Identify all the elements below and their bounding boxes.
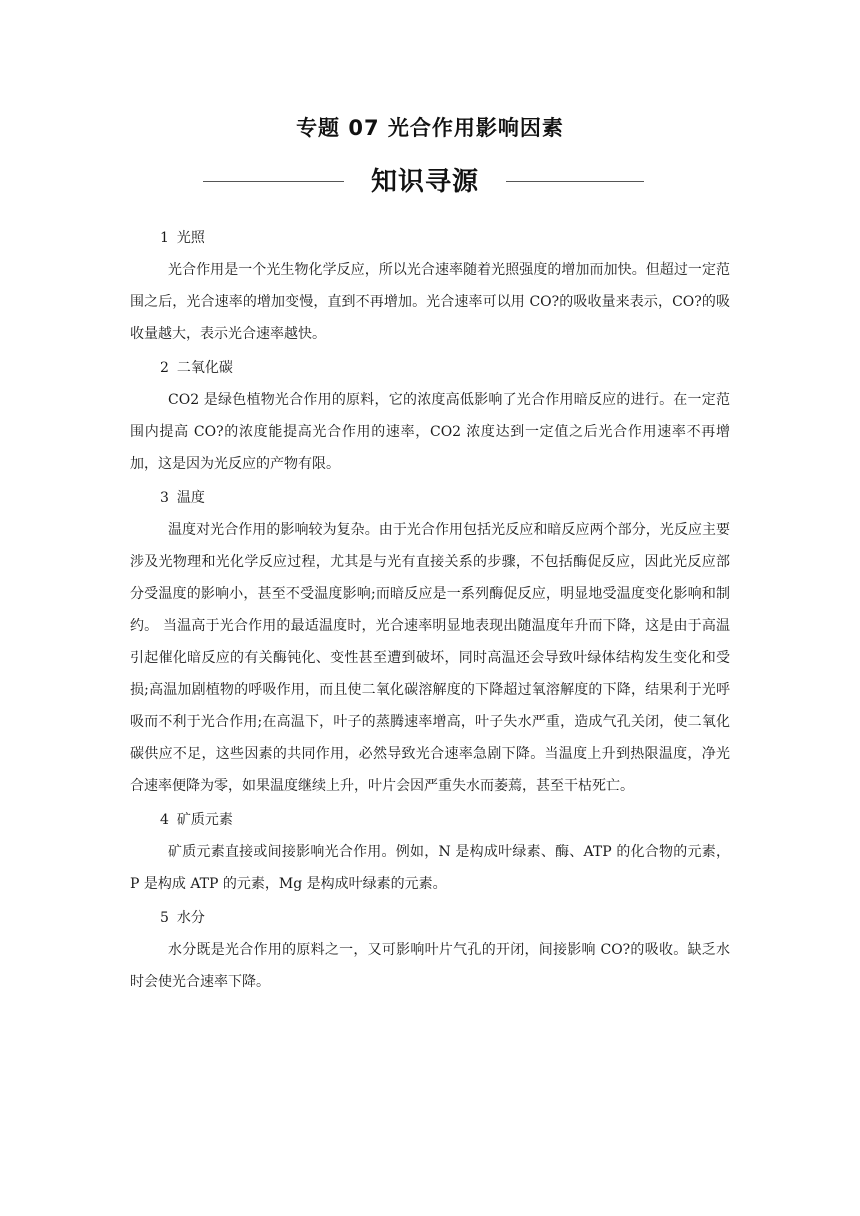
section-paragraph: 温度对光合作用的影响较为复杂。由于光合作用包括光反应和暗反应两个部分，光反应主要涉及光物理和光化学反应过程，尤其是与光有直接关系的步骤，不包括酶促反应，因此光反应部分受温度的影响小，甚至不受温度影响;而暗反应是一系列酶促反应，明显地受温度变化影响和制约。 当温高于光合作用的最适温度时，光合速率明显地表现出随温度年升而下降，这是由于高温引起催化暗反应的有关酶钝化、变性甚至遭到破坏，同时高温还会导致叶绿体结构发生变化和受损;高温加剧植物的呼吸作用，而且使二氧化碳溶解度的下降超过氧溶解度的下降，结果利于光呼吸而不利于光合作用;在高温下，叶子的蒸腾速率增高，叶子失水严重，造成气孔关闭，使二氧化碳供应不足，这些因素的共同作用，必然导致光合速率急剧下降。当温度上升到热限温度，净光合速率便降为零，如果温度继续上升，叶片会因严重失水而萎蔫，甚至干枯死亡。 (130, 522, 730, 794)
document-title: 专题 07 光合作用影响因素 (296, 116, 564, 140)
section-temperature (130, 482, 730, 802)
section-title: 光照 (176, 230, 205, 246)
section-paragraph: 光合作用是一个光生物化学反应，所以光合速率随着光照强度的增加而加快。但超过一定范围之后，光合速率的增加变慢，直到不再增加。光合速率可以用 CO?的吸收量来表示，CO?的吸收量越大，表示光合速率越快。 (130, 262, 730, 342)
section-heading (130, 804, 730, 836)
banner-title: 知识寻源 (370, 167, 479, 197)
section-carbon-dioxide (130, 352, 730, 480)
section-minerals (130, 804, 730, 900)
banner-rule-left (203, 181, 344, 182)
section-number: 1 (160, 230, 169, 246)
section-paragraph: CO2 是绿色植物光合作用的原料，它的浓度高低影响了光合作用暗反应的进行。在一定范围内提高 CO?的浓度能提高光合作用的速率，CO2 浓度达到一定值之后光合作用速率不再增加，这是因为光反应的产物有限。 (130, 392, 730, 472)
section-banner (0, 164, 860, 200)
section-light (130, 222, 730, 350)
section-heading (130, 222, 730, 254)
section-paragraph: 矿质元素直接或间接影响光合作用。例如，N 是构成叶绿素、酶、ATP 的化合物的元素，P 是构成 ATP 的元素，Mg 是构成叶绿素的元素。 (130, 844, 730, 892)
section-title: 二氧化碳 (176, 360, 233, 376)
section-number: 3 (160, 490, 169, 506)
banner-rule-right (506, 181, 644, 182)
section-title: 水分 (176, 910, 205, 926)
section-title: 温度 (176, 490, 205, 506)
section-heading (130, 902, 730, 934)
section-paragraph: 水分既是光合作用的原料之一，又可影响叶片气孔的开闭，间接影响 CO?的吸收。缺乏水时会使光合速率下降。 (130, 942, 730, 990)
section-number: 5 (160, 910, 169, 926)
document-body (130, 222, 730, 998)
section-heading (130, 352, 730, 384)
section-water (130, 902, 730, 998)
section-number: 2 (160, 360, 169, 376)
section-title: 矿质元素 (176, 812, 233, 828)
section-heading (130, 482, 730, 514)
section-number: 4 (160, 812, 169, 828)
